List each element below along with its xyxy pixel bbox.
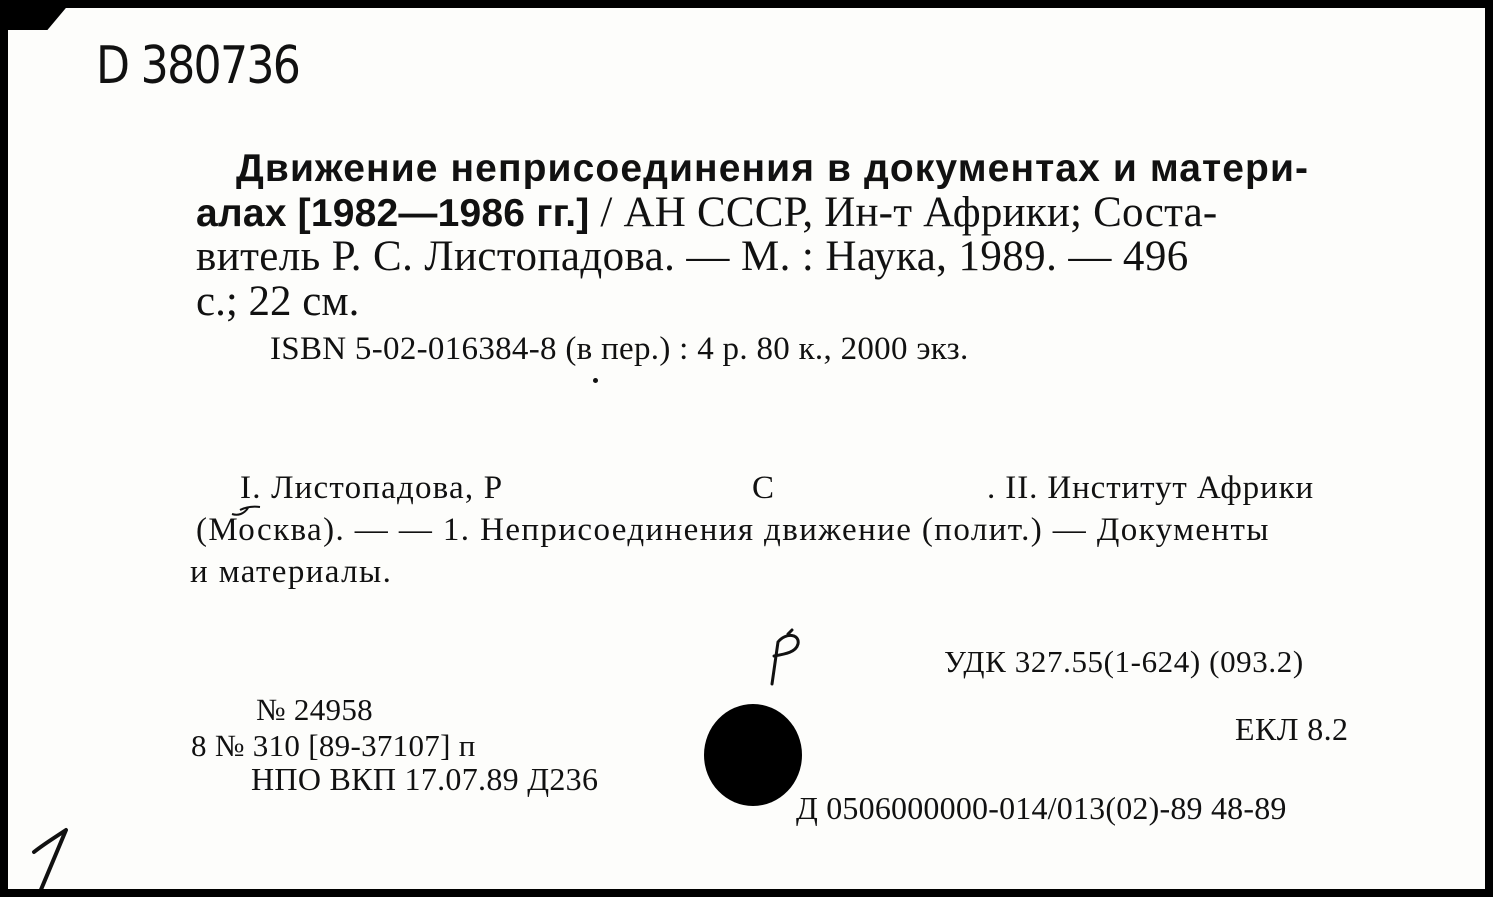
publisher-date: НПО ВКП 17.07.89 Д236 [251, 761, 599, 797]
description-line-4: с.; 22 см. [196, 278, 360, 325]
punch-hole [704, 704, 802, 806]
ink-dot [593, 378, 598, 383]
publication-code: Д 0506000000-014/013(02)-89 48-89 [796, 790, 1287, 826]
ekl-code: ЕКЛ 8.2 [1235, 711, 1349, 747]
order-number: 8 № 310 [89-37107] п [191, 728, 476, 763]
tracing-subject: (Москва). — — 1. Неприсоединения движение (полит.) — Документы [196, 512, 1270, 548]
catalog-card [8, 8, 1485, 889]
tracing-author: I. Листопадова, Р [240, 470, 504, 506]
description-line-3: витель Р. С. Листопадова. — М. : Наука, 1989. — 496 [196, 233, 1189, 280]
tracing-subject-end: и материалы. [190, 554, 393, 590]
handwritten-p-icon [752, 628, 812, 688]
card-number: D 380736 [96, 36, 300, 96]
udk-code: УДК 327.55(1-624) (093.2) [944, 644, 1304, 679]
card-corner-notch [8, 8, 73, 30]
description-title-end: алах [1982—1986 гг.] [196, 192, 590, 235]
handwritten-1-icon [26, 826, 76, 889]
accession-number: № 24958 [256, 692, 373, 727]
tracing-institute: . II. Институт Африки [987, 470, 1315, 506]
description-line-2 [196, 191, 1217, 234]
isbn-line: ISBN 5-02-016384-8 (в пер.) : 4 р. 80 к., 2000 экз. [270, 331, 969, 367]
description-responsibility: / АН СССР, Ин-т Африки; Соста- [589, 189, 1218, 236]
description-line-1: Движение неприсоединения в документах и матери- [236, 147, 1310, 190]
tracing-initial: С [752, 470, 776, 506]
